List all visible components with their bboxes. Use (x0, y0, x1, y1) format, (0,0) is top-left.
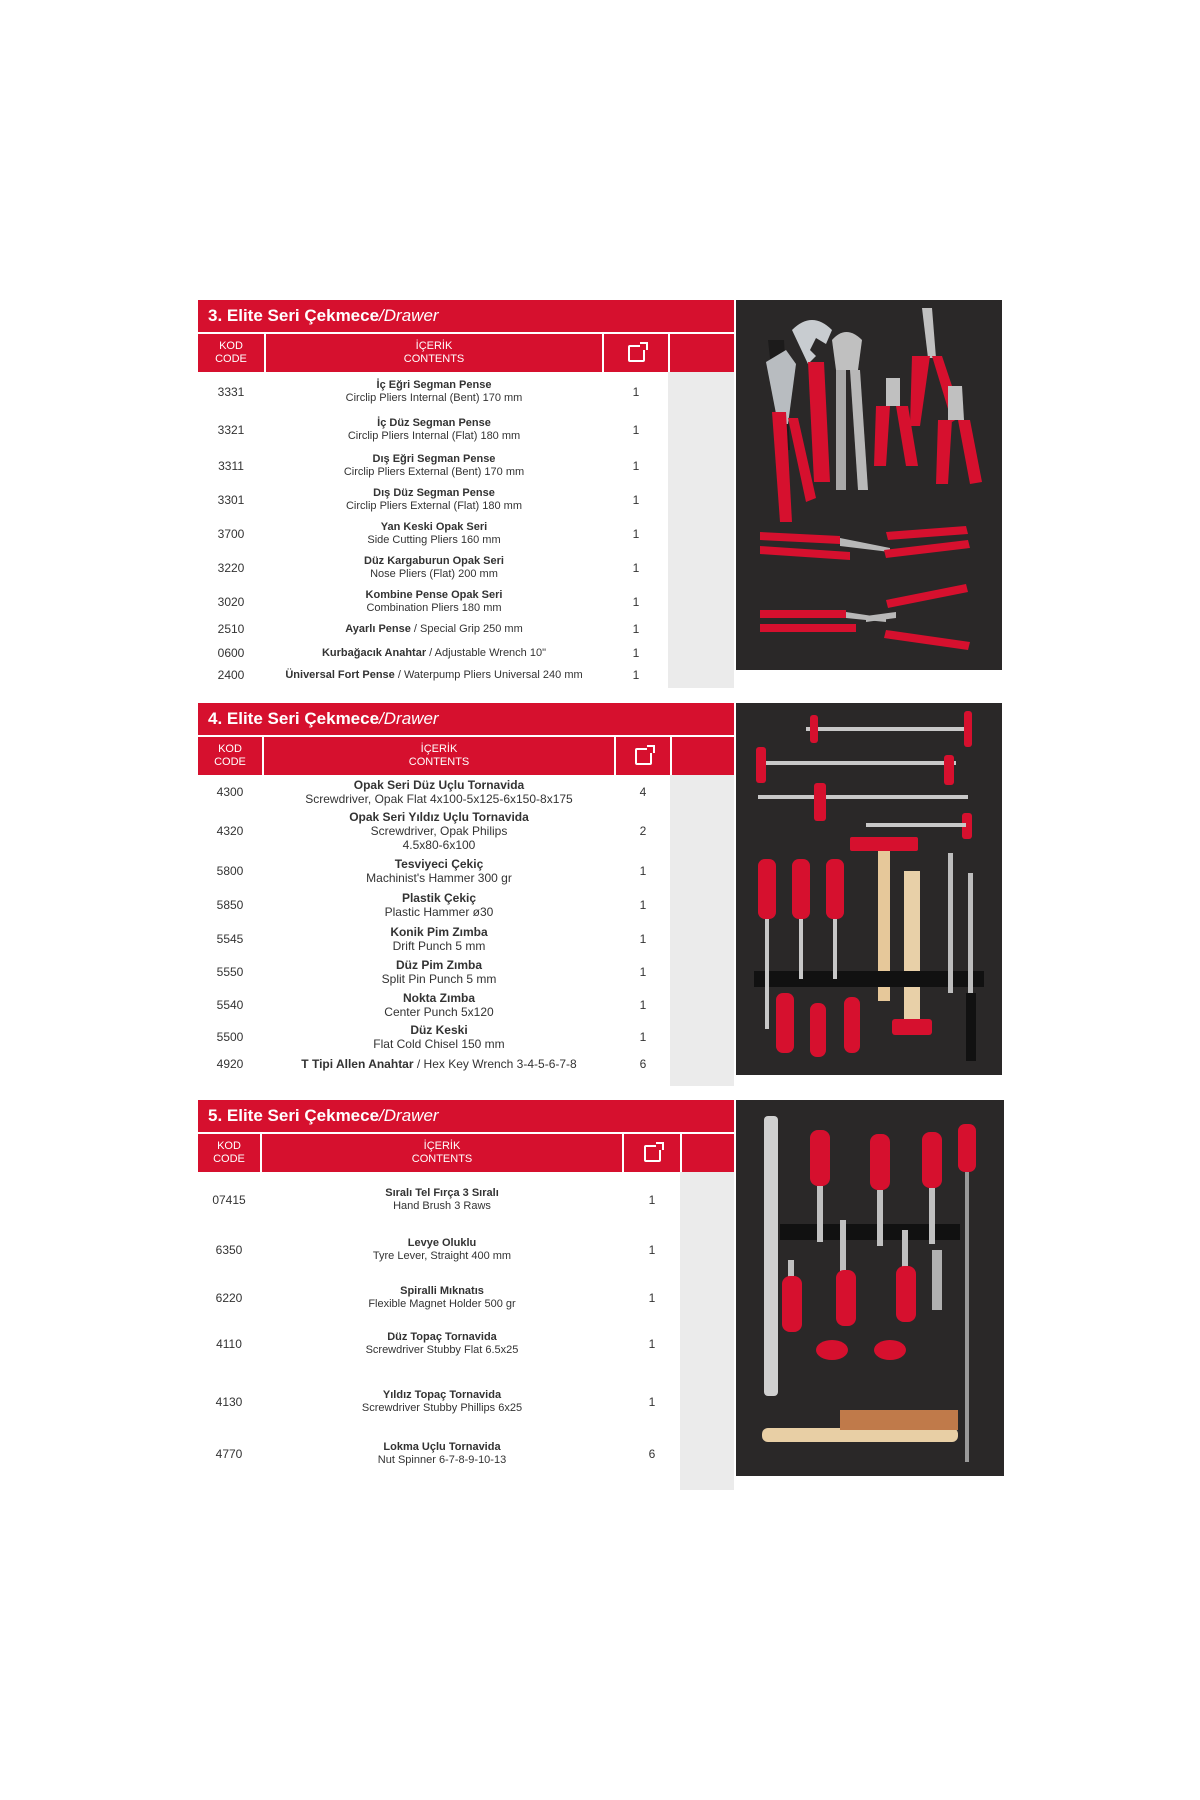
item-name-en: Screwdriver Stubby Flat 6.5x25 (365, 1344, 519, 1356)
table-row (198, 989, 734, 1021)
hex-keys-screwdrivers-illustration (736, 703, 1002, 1075)
item-name-en: Screwdriver, Opak Flat 4x100-5x125-6x150-8x175 (305, 792, 573, 806)
item-name-en: Screwdriver Stubby Phillips 6x25 (361, 1402, 523, 1414)
item-name-tr: Konik Pim Zımba (390, 925, 488, 939)
item-quantity: 1 (639, 898, 647, 912)
item-quantity: 1 (632, 423, 640, 437)
table-row (198, 1053, 734, 1075)
item-description (266, 647, 602, 660)
item-name-tr: T Tipi Allen Anahtar (301, 1057, 414, 1071)
item-quantity: 1 (632, 561, 640, 575)
item-name-tr: Düz Topaç Tornavida (387, 1331, 497, 1343)
item-code: 5550 (216, 965, 244, 979)
quantity-column-header (604, 334, 668, 372)
item-code: 4110 (216, 1337, 242, 1351)
item-code: 6350 (215, 1243, 243, 1257)
item-code: 0600 (217, 646, 245, 660)
item-code: 3321 (217, 423, 245, 437)
item-quantity: 1 (632, 595, 640, 609)
table-row (198, 956, 734, 988)
table-row (198, 923, 734, 955)
item-name-tr: Dış Eğri Segman Pense (372, 453, 496, 465)
item-code: 3700 (217, 527, 245, 541)
item-name-tr: İç Eğri Segman Pense (376, 379, 492, 391)
item-name-tr: Düz Kargaburun Opak Seri (364, 555, 504, 567)
item-name-en: Side Cutting Pliers 160 mm (367, 534, 501, 546)
drawer-5-header (198, 1132, 734, 1172)
table-row (198, 517, 734, 551)
item-quantity: 1 (632, 668, 640, 682)
code-column-header: KOD CODE (213, 1140, 245, 1165)
item-description (262, 1389, 622, 1415)
table-row (198, 374, 734, 410)
code-column-header: KOD CODE (215, 340, 247, 365)
item-name-tr: Nokta Zımba (402, 991, 475, 1005)
drawer-3-header (198, 332, 734, 372)
item-name-tr: Lokma Uçlu Tornavida (383, 1441, 501, 1453)
drawer-3-title: 3. Elite Seri Çekmece/Drawer (198, 300, 734, 332)
item-code: 4300 (216, 785, 244, 799)
drawer-5-section (198, 1100, 1006, 1490)
table-row (198, 664, 734, 686)
item-name-tr: Düz Keski (410, 1023, 468, 1037)
item-name-tr: İç Düz Segman Pense (377, 417, 491, 429)
item-name-en: / Special Grip 250 mm (410, 622, 523, 635)
table-row (198, 777, 734, 807)
item-name-en: Flexible Magnet Holder 500 gr (368, 1298, 516, 1310)
square-arrow-icon (635, 748, 652, 765)
table-row (198, 412, 734, 448)
item-description (264, 1023, 614, 1051)
drawer-4-rows (198, 775, 734, 1086)
square-arrow-icon (628, 345, 645, 362)
item-code: 6220 (215, 1291, 243, 1305)
item-quantity: 2 (639, 824, 647, 838)
item-name-en: Nut Spinner 6-7-8-9-10-13 (377, 1454, 507, 1466)
item-code: 3331 (217, 385, 245, 399)
item-quantity: 1 (639, 965, 647, 979)
item-name-tr: Opak Seri Düz Uçlu Tornavida (353, 778, 525, 792)
table-row (198, 618, 734, 640)
item-quantity: 1 (632, 646, 640, 660)
drawer-5-title: 5. Elite Seri Çekmece/Drawer (198, 1100, 734, 1132)
item-name-tr: Yan Keski Opak Seri (380, 521, 488, 533)
item-quantity: 6 (648, 1447, 656, 1461)
item-quantity: 4 (639, 785, 647, 799)
item-code: 4920 (216, 1057, 244, 1071)
item-name-tr: Yıldız Topaç Tornavida (382, 1389, 502, 1401)
pliers-illustration (736, 300, 1002, 670)
item-description (264, 958, 614, 986)
item-name-en: / Adjustable Wrench 10" (426, 646, 546, 659)
item-name-en: Circlip Pliers External (Flat) 180 mm (345, 500, 523, 512)
item-code: 3311 (218, 459, 244, 473)
contents-column-header: İÇERİK CONTENTS (403, 340, 465, 365)
table-row (198, 585, 734, 619)
item-description (266, 669, 602, 682)
item-name-en: Nose Pliers (Flat) 200 mm (370, 568, 498, 580)
item-description (262, 1331, 622, 1357)
item-name-tr: Levye Oluklu (407, 1237, 477, 1249)
item-name-tr: Plastik Çekiç (401, 891, 477, 905)
item-name-en: Machinist's Hammer 300 gr (366, 871, 512, 885)
item-description (266, 555, 602, 581)
table-row (198, 889, 734, 921)
item-name-en: Circlip Pliers Internal (Bent) 170 mm (345, 392, 523, 404)
table-row (198, 449, 734, 483)
square-arrow-icon (644, 1145, 661, 1162)
item-code: 5540 (216, 998, 244, 1012)
item-description (266, 417, 602, 443)
pliers-drawer-photo (736, 300, 1002, 670)
item-quantity: 1 (648, 1291, 656, 1305)
item-description (264, 1057, 614, 1071)
item-code: 5545 (216, 932, 244, 946)
item-description (264, 857, 614, 885)
code-column-header: KOD CODE (214, 743, 246, 768)
item-quantity: 1 (632, 493, 640, 507)
item-description (266, 453, 602, 479)
item-quantity: 1 (648, 1337, 656, 1351)
item-code: 5800 (216, 864, 244, 878)
item-description (264, 925, 614, 953)
item-code: 2510 (217, 622, 245, 636)
item-quantity: 1 (639, 998, 647, 1012)
drawer-4-table (198, 703, 734, 1086)
quantity-column-header (616, 737, 670, 775)
contents-column-header: İÇERİK CONTENTS (411, 1140, 473, 1165)
item-quantity: 1 (632, 527, 640, 541)
item-name-tr: Opak Seri Yıldız Uçlu Tornavida (349, 810, 529, 824)
item-quantity: 1 (648, 1395, 656, 1409)
item-code: 3301 (217, 493, 245, 507)
item-name-en: Plastic Hammer ø30 (384, 905, 494, 919)
item-quantity: 1 (639, 932, 647, 946)
table-row (198, 642, 734, 664)
item-code: 5500 (216, 1030, 244, 1044)
item-quantity: 1 (632, 622, 640, 636)
item-code: 2400 (217, 668, 245, 682)
drawer-4-title: 4. Elite Seri Çekmece/Drawer (198, 703, 734, 735)
table-row (198, 483, 734, 517)
item-name-en: Hand Brush 3 Raws (393, 1200, 491, 1212)
item-name-en: / Waterpump Pliers Universal 240 mm (394, 668, 583, 681)
table-row (198, 855, 734, 887)
table-row (198, 1230, 734, 1270)
drawer-4-section (198, 703, 1006, 1086)
item-name-tr: Spiralli Mıknatıs (400, 1285, 484, 1297)
item-description (264, 778, 614, 806)
item-name-tr: Kurbağacık Anahtar (321, 646, 427, 659)
item-name-tr: Üniversal Fort Pense (285, 668, 395, 681)
item-name-en: Split Pin Punch 5 mm (381, 972, 497, 986)
item-name-en: Center Punch 5x120 (384, 1005, 494, 1019)
table-row (198, 551, 734, 585)
drawer-3-section (198, 300, 1006, 688)
item-description (266, 589, 602, 615)
drawer-3-rows (198, 372, 734, 688)
item-name-en-line2: 4.5x80-6x100 (402, 838, 476, 852)
item-name-tr: Tesviyeci Çekiç (394, 857, 484, 871)
item-name-tr: Düz Pim Zımba (395, 958, 482, 972)
item-quantity: 1 (648, 1243, 656, 1257)
drawer-4-header (198, 735, 734, 775)
table-row (198, 1382, 734, 1422)
item-description (262, 1441, 622, 1467)
item-description (262, 1187, 622, 1213)
item-quantity: 1 (632, 459, 640, 473)
item-code: 5850 (216, 898, 244, 912)
item-quantity: 1 (648, 1193, 656, 1207)
item-code: 07415 (212, 1193, 246, 1207)
item-name-en: Combination Pliers 180 mm (366, 602, 502, 614)
item-quantity: 6 (639, 1057, 647, 1071)
item-description (266, 623, 602, 636)
item-description (264, 810, 614, 852)
item-name-tr: Sıralı Tel Fırça 3 Sıralı (385, 1187, 499, 1199)
item-description (264, 991, 614, 1019)
item-description (262, 1285, 622, 1311)
table-row (198, 1324, 734, 1364)
item-name-tr: Ayarlı Pense (345, 622, 411, 635)
drawer-3-table (198, 300, 734, 688)
item-code: 4770 (215, 1447, 243, 1461)
item-name-tr: Dış Düz Segman Pense (373, 487, 495, 499)
item-quantity: 1 (639, 1030, 647, 1044)
item-code: 4130 (215, 1395, 243, 1409)
table-row (198, 1180, 734, 1220)
table-row (198, 1434, 734, 1474)
item-quantity: 1 (639, 864, 647, 878)
screwdrivers-brush-illustration (736, 1100, 1004, 1476)
item-name-en: Drift Punch 5 mm (392, 939, 486, 953)
item-name-en: Screwdriver, Opak Philips (370, 824, 508, 838)
table-row (198, 1278, 734, 1318)
contents-column-header: İÇERİK CONTENTS (408, 743, 470, 768)
item-description (266, 521, 602, 547)
item-code: 4320 (216, 824, 244, 838)
table-row (198, 1022, 734, 1052)
table-row (198, 809, 734, 853)
item-code: 3020 (217, 595, 245, 609)
drawer-5-table (198, 1100, 734, 1490)
item-name-en: Tyre Lever, Straight 400 mm (372, 1250, 512, 1262)
item-name-en: Flat Cold Chisel 150 mm (373, 1037, 505, 1051)
item-quantity: 1 (632, 385, 640, 399)
drawer-5-rows (198, 1172, 734, 1490)
screwdriver-brush-drawer-photo (736, 1100, 1004, 1476)
item-name-en: Circlip Pliers External (Bent) 170 mm (343, 466, 525, 478)
item-description (262, 1237, 622, 1263)
item-name-en: / Hex Key Wrench 3-4-5-6-7-8 (413, 1057, 577, 1071)
item-description (264, 891, 614, 919)
item-name-tr: Kombine Pense Opak Seri (365, 589, 503, 601)
item-name-en: Circlip Pliers Internal (Flat) 180 mm (347, 430, 521, 442)
screwdriver-hammer-drawer-photo (736, 703, 1002, 1075)
item-description (266, 487, 602, 513)
item-code: 3220 (217, 561, 245, 575)
item-description (266, 379, 602, 405)
quantity-column-header (624, 1134, 680, 1172)
